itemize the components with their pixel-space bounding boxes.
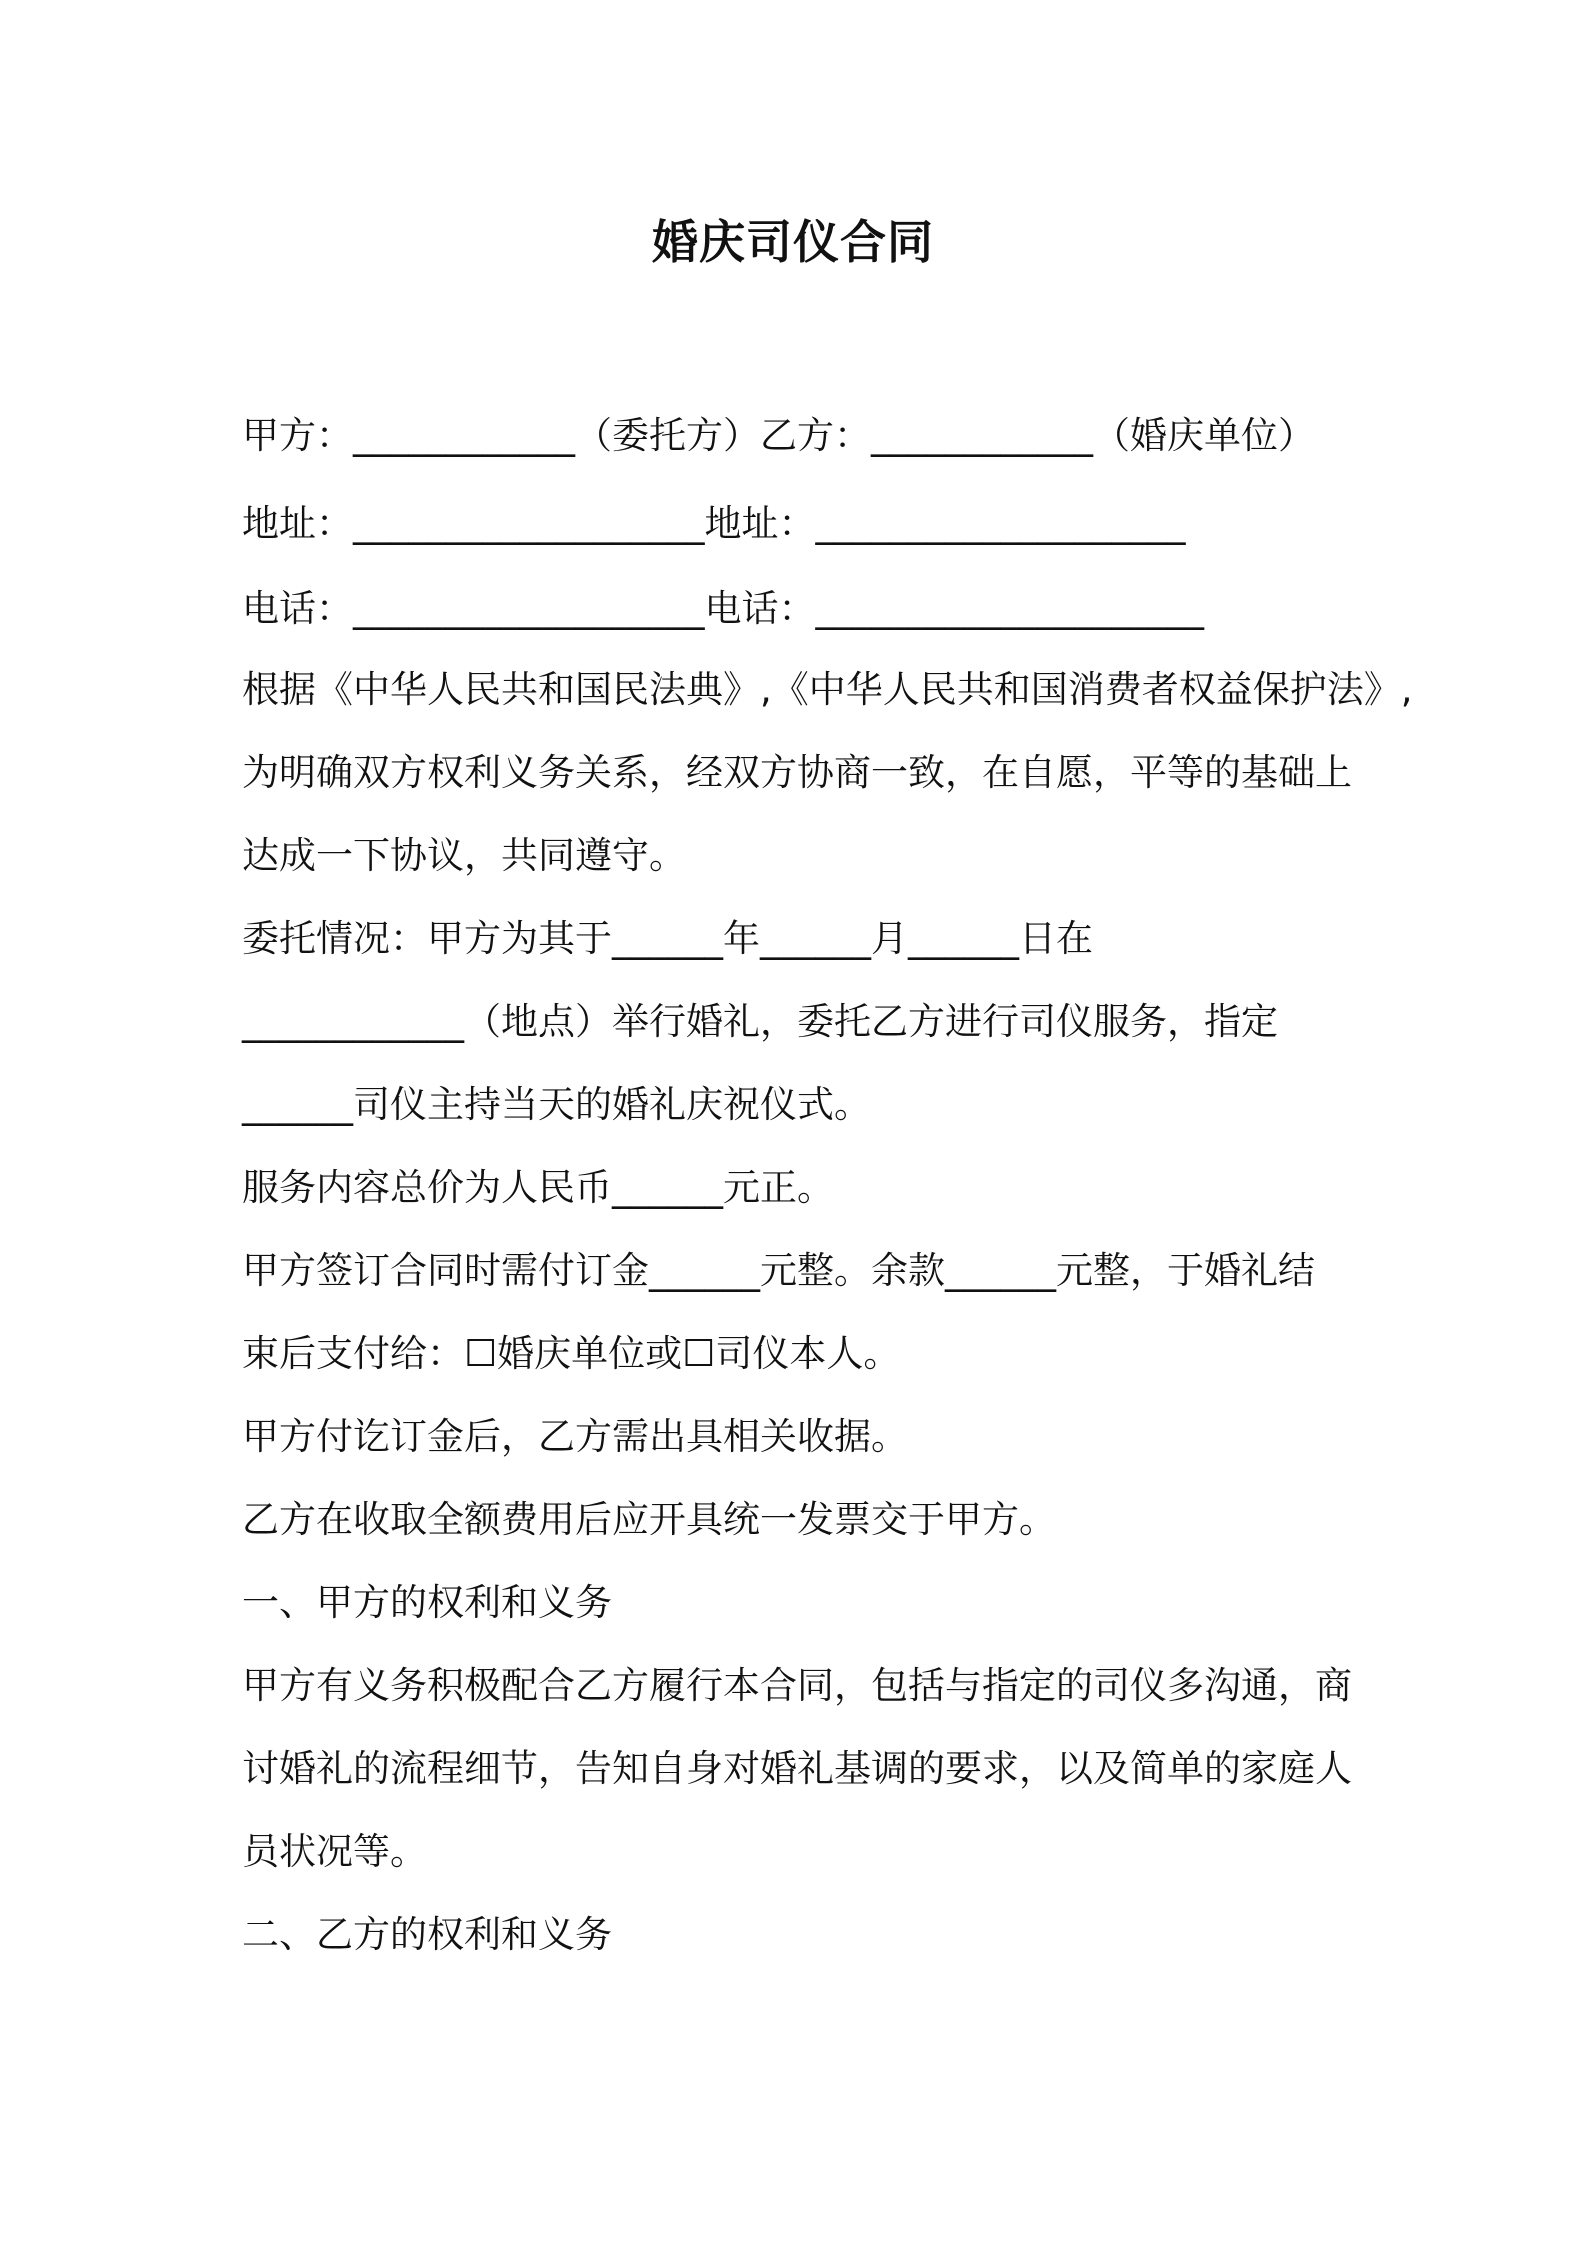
receipt-line: 甲方付讫订金后，乙方需出具相关收据。 [242, 1415, 908, 1458]
preamble-line-1: 根据《中华人民共和国民法典》,《中华人民共和国消费者权益保护法》, [242, 668, 1413, 711]
section-heading-party-b: 二、乙方的权利和义务 [242, 1913, 612, 1956]
preamble-line-2: 为明确双方权利义务关系，经双方协商一致，在自愿，平等的基础上 [242, 751, 1352, 794]
commission-line-3: ______司仪主持当天的婚礼庆祝仪式。 [242, 1083, 871, 1126]
phone-line: 电话：___________________电话：_____________________ [242, 587, 1204, 630]
total-price-line: 服务内容总价为人民币______元正。 [242, 1166, 834, 1209]
commission-line-1: 委托情况：甲方为其于______年______月______日在 [242, 917, 1093, 960]
preamble-line-3: 达成一下协议，共同遵守。 [242, 834, 686, 877]
payment-line-1: 甲方签订合同时需付订金______元整。余款______元整，于婚礼结 [242, 1249, 1315, 1292]
commission-line-2: ____________（地点）举行婚礼，委托乙方进行司仪服务，指定 [242, 1000, 1278, 1043]
party-names-line: 甲方：____________（委托方）乙方：____________（婚庆单位） [242, 414, 1315, 457]
payment-line-2: 束后支付给：☐婚庆单位或☐司仪本人。 [242, 1332, 901, 1375]
party-a-duty-line-3: 员状况等。 [242, 1830, 427, 1873]
section-heading-party-a: 一、甲方的权利和义务 [242, 1581, 612, 1624]
address-line: 地址：___________________地址：____________________ [242, 502, 1186, 545]
party-a-duty-line-2: 讨婚礼的流程细节，告知自身对婚礼基调的要求，以及简单的家庭人 [242, 1747, 1352, 1790]
document-title: 婚庆司仪合同 [652, 215, 934, 269]
party-a-duty-line-1: 甲方有义务积极配合乙方履行本合同，包括与指定的司仪多沟通，商 [242, 1664, 1352, 1707]
invoice-line: 乙方在收取全额费用后应开具统一发票交于甲方。 [242, 1498, 1056, 1541]
